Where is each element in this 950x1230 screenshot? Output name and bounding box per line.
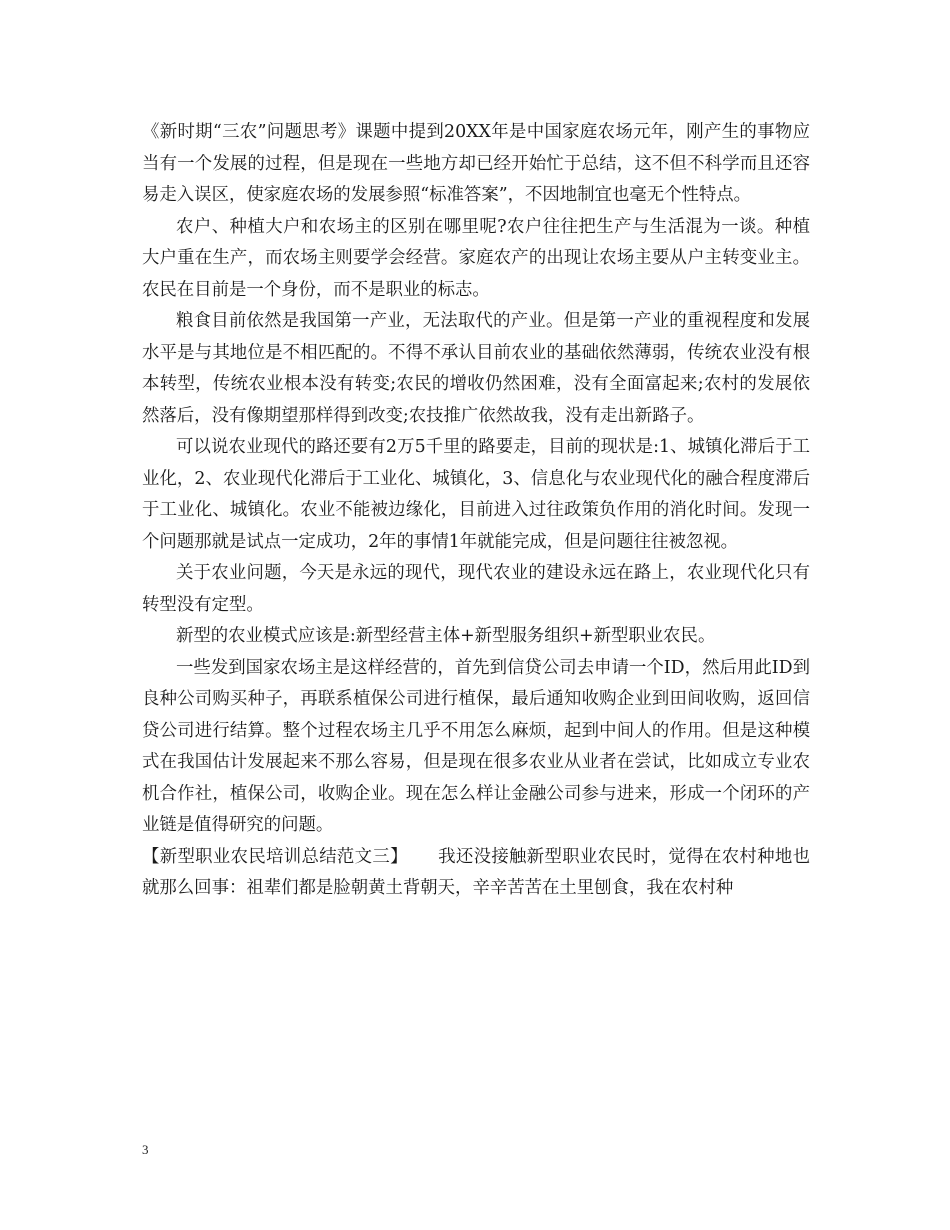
document-body bbox=[142, 117, 810, 905]
paragraph-grain-industry: 粮食目前依然是我国第一产业，无法取代的产业。但是第一产业的重视程度和发展水平是与其地位是不相匹配的。不得不承认目前农业的基础依然薄弱，传统农业没有根本转型，传统农业根本没有转变;农民的增收仍然困难，没有全面富起来;农村的发展依然落后，没有像期望那样得到改变;农技推广依然故我，没有走出新路子。 bbox=[142, 311, 810, 426]
paragraph-intro: 《新时期“三农”问题思考》课题中提到20XX年是中国家庭农场元年，刚产生的事物应当有一个发展的过程，但是现在一些地方却已经开始忙于总结，这不但不科学而且还容易走入误区，使家庭农场的发展参照“标准答案”，不因地制宜也毫无个性特点。 bbox=[142, 122, 810, 205]
section-three-lead bbox=[142, 842, 810, 905]
paragraph-farmer-distinction: 农户、种植大户和农场主的区别在哪里呢?农户往往把生产与生活混为一谈。种植大户重在生产，而农场主则要学会经营。家庭农产的出现让农场主要从户主转变业主。农民在目前是一个身份，而不是职业的标志。 bbox=[142, 216, 810, 300]
paragraph-new-model: 新型的农业模式应该是:新型经营主体+新型服务组织+新型职业农民。 bbox=[176, 626, 716, 646]
section-text: 我还没接触新型职业农民时，觉得在农村种地也就那么回事：祖辈们都是脸朝黄土背朝天，辛辛苦苦在土里刨食，我在农村种 bbox=[142, 846, 810, 898]
paragraph-agriculture-issue: 关于农业问题，今天是永远的现代，现代农业的建设永远在路上，农业现代化只有转型没有定型。 bbox=[142, 563, 810, 615]
page-number: 3 bbox=[142, 1142, 149, 1157]
paragraph-modernization-path: 可以说农业现代的路还要有2万5千里的路要走，目前的现状是:1、城镇化滞后于工业化，2、农业现代化滞后于工业化、城镇化，3、信息化与农业现代化的融合程度滞后于工业化、城镇化。农业不能被边缘化，目前进入过往政策负作用的消化时间。发现一个问题那就是试点一定成功，2年的事情1年就能完成，但是问题往往被忽视。 bbox=[142, 437, 810, 552]
section-heading: 【新型职业农民培训总结范文三】 bbox=[142, 846, 408, 867]
paragraph-farm-operation: 一些发到国家农场主是这样经营的，首先到信贷公司去申请一个ID，然后用此ID到良种公司购买种子，再联系植保公司进行植保，最后通知收购企业到田间收购，返回信贷公司进行结算。整个过程农场主几乎不用怎么麻烦，起到中间人的作用。但是这种模式在我国估计发展起来不那么容易，但是现在很多农业从业者在尝试，比如成立专业农机合作社，植保公司，收购企业。现在怎么样让金融公司参与进来，形成一个闭环的产业链是值得研究的问题。 bbox=[142, 657, 810, 835]
